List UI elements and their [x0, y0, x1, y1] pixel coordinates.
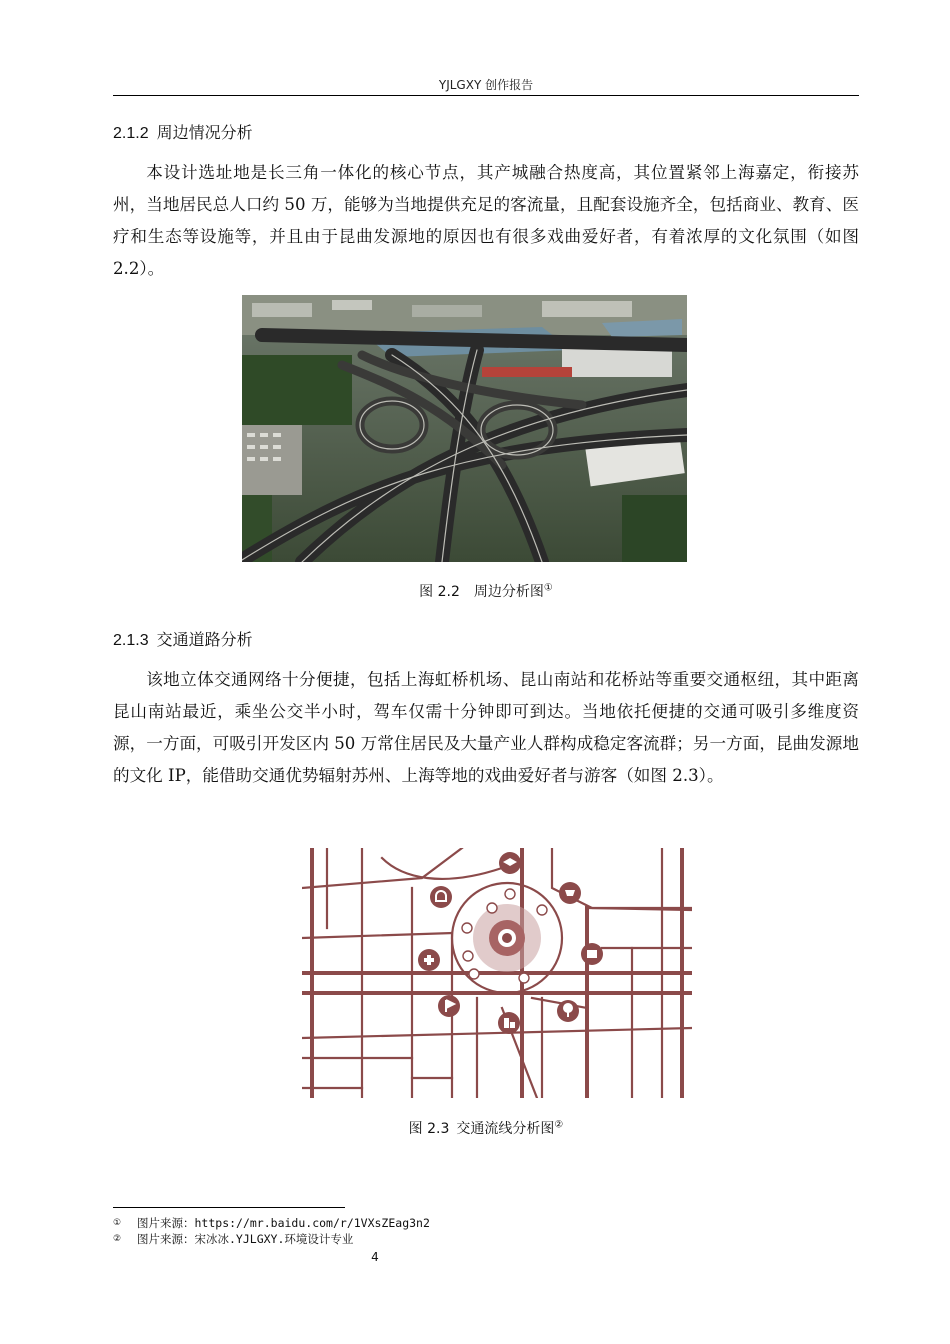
footnote-ref: ② [554, 1119, 564, 1131]
section-number: 2.1.2 [113, 125, 149, 142]
section-paragraph: 本设计选址地是长三角一体化的核心节点，其产城融合热度高，其位置紧邻上海嘉定，衔接苏州，当地居民总人口约 50 万，能够为当地提供充足的客流量，且配套设施齐全，包括商业、教育、医疗和生态等设施等，并且由于昆曲发源地的原因也有很多戏曲爱好者，有着浓厚的文化氛围（如图 2.2）。 [113, 163, 859, 278]
footnote-2 [113, 1232, 353, 1247]
footnote-text: 图片来源：https://mr.baidu.com/r/1VXsZEag3n2 [137, 1216, 430, 1230]
section-heading-2-1-2 [113, 123, 253, 144]
page-number: 4 [371, 1250, 379, 1264]
section-title: 周边情况分析 [156, 123, 253, 142]
figure-label: 图 2.2 [419, 584, 460, 600]
figure-label: 图 2.3 [408, 1121, 450, 1137]
section-paragraph: 该地立体交通网络十分便捷，包括上海虹桥机场、昆山南站和花桥站等重要交通枢纽，其中距离昆山南站最近，乘坐公交半小时，驾车仅需十分钟即可到达。当地依托便捷的交通可吸引多维度资源，一方面，可吸引开发区内 50 万常住居民及大量产业人群构成稳定客流群；另一方面，昆曲发源地的文化 IP，能借助交通优势辐射苏州、上海等地的戏曲爱好者与游客（如图 2.3）。 [113, 670, 859, 785]
header-rule [113, 95, 859, 96]
footnote-mark: ① [113, 1218, 122, 1228]
figure-caption-2-3 [113, 1118, 859, 1138]
section-title: 交通道路分析 [156, 630, 253, 649]
footnote-text: 图片来源：宋冰冰.YJLGXY.环境设计专业 [137, 1232, 354, 1246]
footnote-1 [113, 1216, 430, 1231]
footnote-rule [113, 1207, 345, 1208]
traffic-flow-map [302, 848, 692, 1098]
section-heading-2-1-3 [113, 630, 253, 651]
figure-title: 交通流线分析图 [456, 1121, 555, 1137]
footnote-mark: ② [113, 1234, 122, 1244]
figure-caption-2-2 [113, 581, 859, 601]
interchange-aerial-photo [242, 295, 687, 562]
figure-title: 周边分析图 [473, 584, 544, 600]
footnote-ref: ① [543, 582, 553, 594]
section-number: 2.1.3 [113, 632, 149, 649]
page-header: YJLGXY 创作报告 [438, 78, 534, 92]
